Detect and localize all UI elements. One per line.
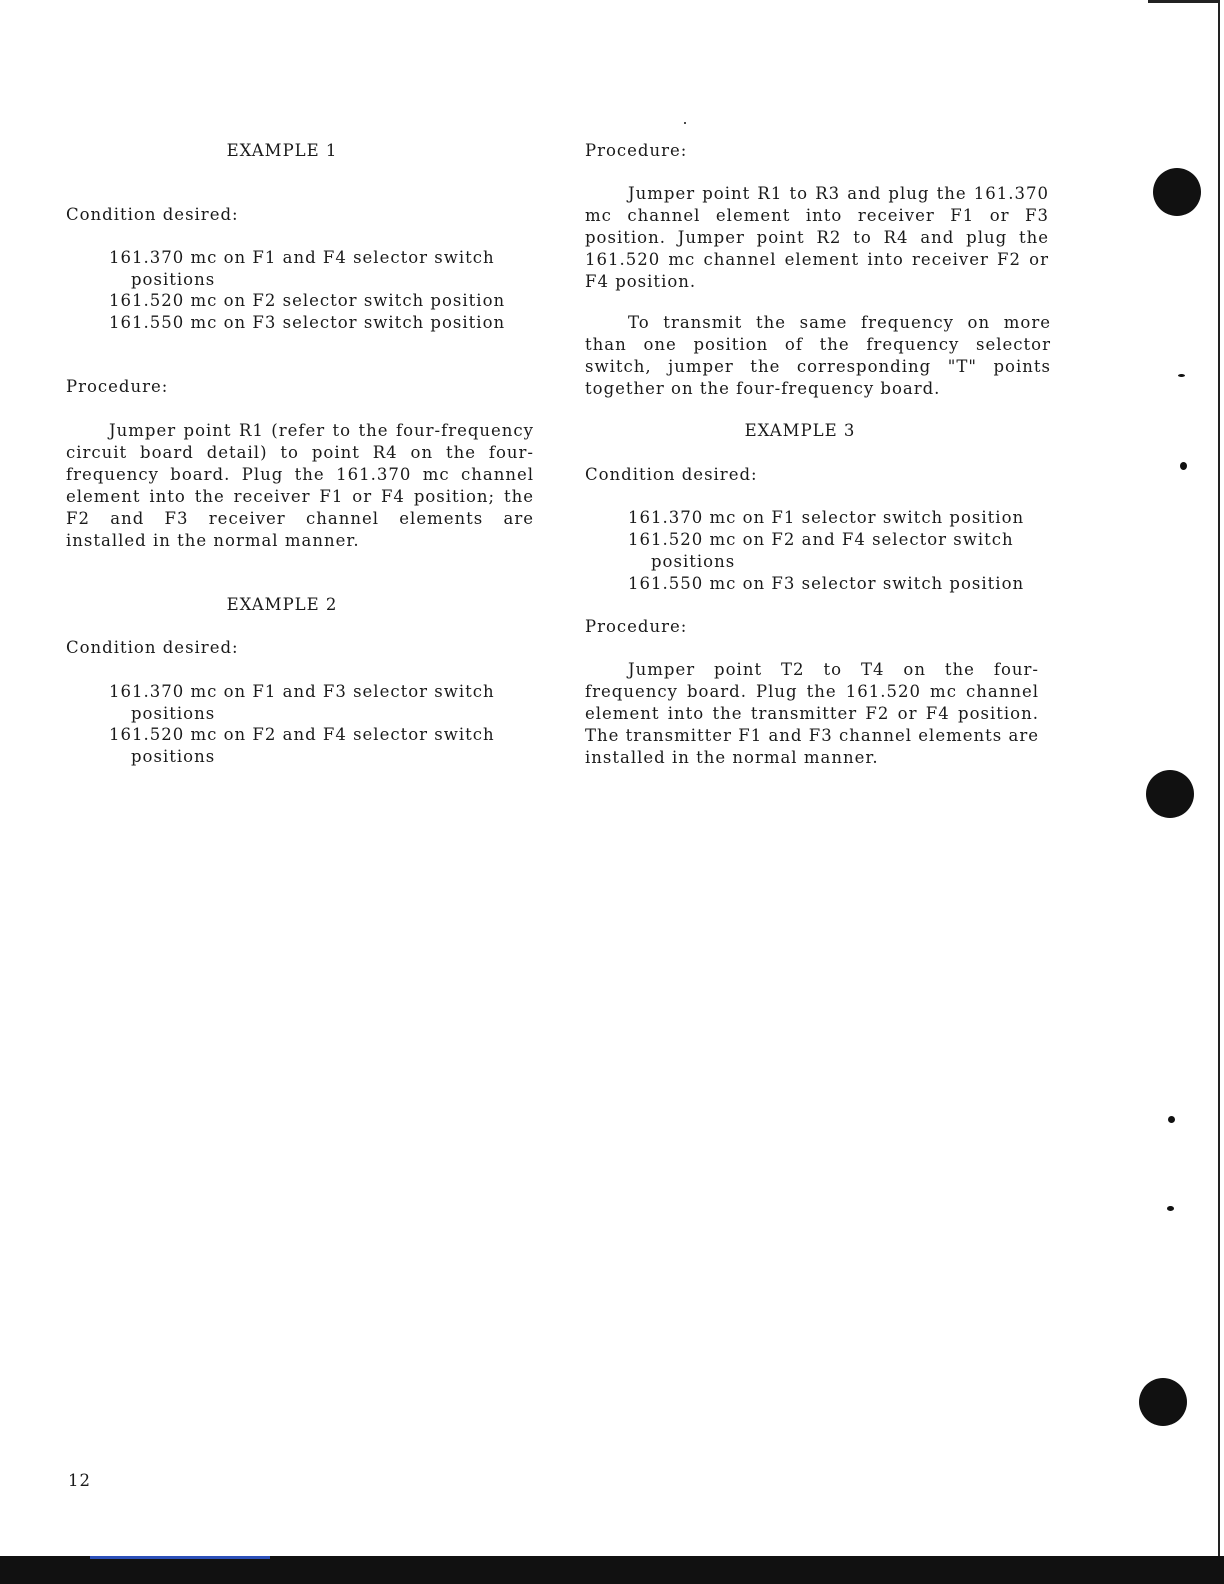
example-2-condition-2-cont: positions <box>131 747 216 766</box>
page-number: 12 <box>68 1471 91 1490</box>
example-2-procedure-text: Jumper point R1 to R3 and plug the 161.370 mc channel element into receiver F1 or F3 position. Jumper point R2 to R4 and plug the 161.520 mc channel element into receiver F2 or F4 position. <box>585 184 1049 291</box>
example-1-condition-label: Condition desired: <box>66 205 239 224</box>
example-2-condition-1-cont: positions <box>131 704 216 723</box>
example-1-condition-2: 161.520 mc on F2 selector switch position <box>109 291 506 310</box>
example-3-procedure-label: Procedure: <box>585 617 688 636</box>
scan-speck <box>1178 374 1185 377</box>
scan-speck <box>1180 462 1187 470</box>
example-3-condition-label: Condition desired: <box>585 465 758 484</box>
example-3-heading: EXAMPLE 3 <box>744 421 856 440</box>
example-1-condition-3: 161.550 mc on F3 selector switch position <box>109 313 506 332</box>
example-1-procedure-text: Jumper point R1 (refer to the four-frequency circuit board detail) to point R4 on the four-frequency board. Plug the 161.370 mc channel element into the receiver F1 or F4 position; the F2 and F3 receiver channel elements are installed in the normal manner. <box>66 421 534 550</box>
example-3-procedure-text: Jumper point T2 to T4 on the four-frequency board. Plug the 161.520 mc channel element into the transmitter F2 or F4 position. The transmitter F1 and F3 channel elements are installed in the normal manner. <box>585 660 1039 767</box>
scan-edge-right <box>1218 0 1224 1560</box>
scan-speck <box>684 122 686 124</box>
punch-hole-bottom <box>1139 1378 1187 1426</box>
scan-edge-blue-mark <box>90 1556 270 1559</box>
scan-speck <box>1167 1206 1174 1211</box>
punch-hole-middle <box>1146 770 1194 818</box>
example-2-heading: EXAMPLE 2 <box>226 595 338 614</box>
example-3-condition-2-cont: positions <box>651 552 736 571</box>
example-3-condition-3: 161.550 mc on F3 selector switch position <box>628 574 1025 593</box>
example-1-condition-1-cont: positions <box>131 270 216 289</box>
example-3-condition-2: 161.520 mc on F2 and F4 selector switch <box>628 530 1014 549</box>
scan-speck <box>1168 1116 1175 1123</box>
example-2-condition-2: 161.520 mc on F2 and F4 selector switch <box>109 725 495 744</box>
transmit-note: To transmit the same frequency on more than one position of the frequency selector switch, jumper the corresponding "T" points together on the four-frequency board. <box>585 313 1051 398</box>
example-2-condition-1: 161.370 mc on F1 and F3 selector switch <box>109 682 495 701</box>
example-1-procedure-label: Procedure: <box>66 377 169 396</box>
example-3-condition-1: 161.370 mc on F1 selector switch position <box>628 508 1025 527</box>
example-2-procedure-label: Procedure: <box>585 141 688 160</box>
scan-edge-bottom <box>0 1556 1224 1584</box>
example-1-condition-1: 161.370 mc on F1 and F4 selector switch <box>109 248 495 267</box>
example-1-heading: EXAMPLE 1 <box>226 141 338 160</box>
punch-hole-top <box>1153 168 1201 216</box>
example-2-condition-label: Condition desired: <box>66 638 239 657</box>
scan-edge-top <box>1148 0 1224 3</box>
